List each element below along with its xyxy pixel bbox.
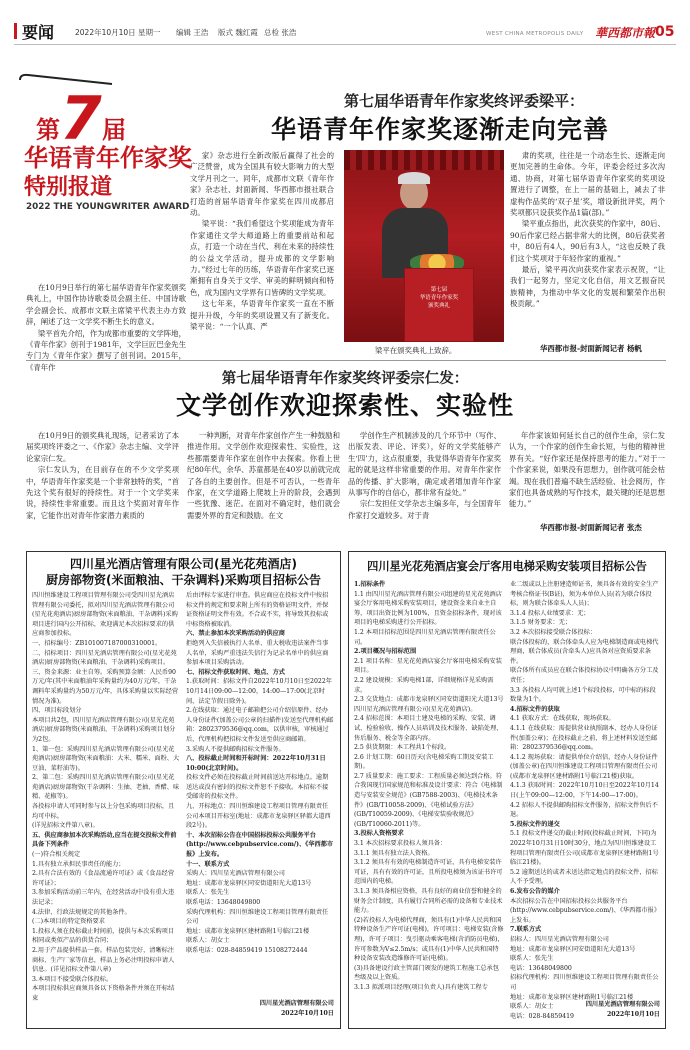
article2-col3 — [348, 430, 501, 532]
newspaper-logo: 華西都市報 — [595, 26, 656, 40]
ad-line: 1.获取时间：招标文件自2022年10月10日至2022年10月14日09:00—12:00，14:00—17:00(北京时间，法定节假日除外)。 — [186, 678, 332, 705]
ad-line: 三、资金来源：业主自筹。采购预算金额：人民币90万元/年(其中米面粮油年采购量约为40万元/年，干杂调料年采购量约为50万元/年，具体采购量以实际经营情况为准)。 — [32, 668, 179, 705]
article1-col4 — [510, 150, 665, 350]
ad-line: 招标人：四川星光酒店管理有限公司 — [510, 935, 609, 943]
ad-line: 二、招标项目：四川星光酒店管理有限公司(星光花苑酒店)厨房部物资(米面粮油、干杂调料)采购项目。 — [32, 649, 177, 667]
ad-line: 4.1.2 现场获取：请提供单位介绍信，经办人身份证件(加盖公章)在四川恒维建设工程项目管理有限责任公司(成都市龙泉驿区建材路附1号临江21楼)获取。 — [510, 753, 658, 780]
ad-line: 6.发布公告的媒介 — [510, 888, 560, 895]
ad-line: 电话：028-84859419 — [510, 1012, 574, 1020]
ad2-date: 2022年10月10日 — [606, 1011, 660, 1019]
ad-line: 联系人：张先生 — [510, 955, 554, 963]
article1-photo — [344, 150, 504, 342]
ad-line: 联系电话：13648049800 — [186, 899, 261, 906]
paragraph: 这七年来，华语青年作家奖一直在不断提升升级，今年的奖项设置又有了新变化。梁平说：“一个认真、严 — [190, 299, 334, 332]
ad-line: 4.2 招标人不提供邮购招标文件服务，招标文件售后不退。 — [510, 801, 658, 819]
header-en-name: WEST CHINA METROPOLIS DAILY — [486, 31, 584, 37]
badge-special: 特别报道 — [24, 175, 113, 200]
paragraph: 学创作生产机制涉及的几个环节中（写作、出版发表、评论、评奖），好的文学奖能够产生‘四’力，这点很重要，我觉得华语青年作家奖起的就是这样非常重要的作用。对青年作家作品的传播、扩大影响，确定或者增加青年作家从事写作的自信心，都非常有益处。” — [348, 431, 501, 498]
photo-curtain — [344, 150, 504, 170]
ad-line: 拒绝列入失信被执行人名单、重大税收违法案件当事人名单，采购严重违法失信行为记录名单中的供应商参加本项目采购活动。 — [186, 639, 329, 667]
ad-line: 3.2 本次招标接受联合体投标： — [510, 628, 597, 636]
ad-line: 联系人：胡女士 — [186, 937, 230, 945]
ad-line: 3.投标人资格要求 — [354, 830, 404, 838]
ad-line: (二)本项目的特定资格要求 — [32, 918, 105, 926]
ad-line: 联合体投标的，联合体牵头人应为电梯制造商或电梯代理商，联合体成员(含牵头人)应具备对应资质要求条件。 — [510, 638, 659, 665]
ad-line: 4.1.1 在线获取：需提供营业执照副本、经办人身份证件(加盖公章)；在投标截止之前，将上述材料发送至邮箱：2802379536@qq.com。 — [510, 724, 658, 752]
article2-headline: 文学创作欢迎探索性、实验性 — [175, 391, 514, 420]
ad-line: 八、投标截止时间和开标时间：2022年10月31日10:00(北京时间)。 — [186, 755, 326, 772]
paragraph: 在10月9日的颁奖典礼现场，记者采访了本届奖项终评委之一、《作家》杂志主编、文学评论家宗仁发。 — [26, 431, 179, 463]
ad-line: 一、招标编号：ZB10100718700031000​1。 — [32, 639, 162, 647]
paragraph: 梁平重点指出，此次获奖的作家中，80后、90后作家已经占据非常大的比例，80后获奖者中，80后有4人，90后有3人，“这也反映了我们这个奖项对于年轻作家的重视。” — [510, 219, 665, 263]
article2-subtitle: 第七届华语青年作家奖终评委宗仁发： — [221, 371, 469, 387]
ad-line: 5.投标文件的递交 — [510, 820, 560, 828]
badge-en: 2022 THE YOUNGWRITER AWARD — [26, 202, 190, 212]
article2-byline: 华西都市报-封面新闻记者 张杰 — [540, 523, 642, 532]
ad-line: 2.6 计划工期：60日历天(含电梯采购工期及安装工期)。 — [354, 753, 494, 771]
header-date: 2022年10月10日 星期一 — [75, 28, 161, 37]
ad-line: 3.1 本次招标要求投标人须具备： — [354, 840, 447, 848]
ad1-box — [26, 551, 341, 1029]
ad-line: 1.1 由四川星光酒店管理有限公司组建的星光花苑酒店宴会厅客用电梯采购安装项目，建设资金来自业主自筹，项目出资比例为100%，且资金招标条件，现对该项目的电梯采购进行公开招标。 — [354, 590, 502, 627]
ad-line: 5.1 投标文件递交的截止时间(投标截止时间，下同)为2022年10月31日10时30分，地点为四川恒维建设工程项目管理有限责任公司(成都市龙泉驿区建材路附1号临江21楼)。 — [510, 830, 659, 867]
ad-line: 3.1.4 投标人业绩要求：无； — [510, 609, 590, 617]
ad-line: 3.1.3 拟派项目经理(项目负责人)具有建筑工程专 — [354, 983, 488, 991]
photo-banner-text: 第七届 华语青年作家奖 颁奖典礼 — [419, 287, 459, 309]
ad-line: 2.7 质量要求：施工要求：工程质量必须达到合格。符合我国现行国家规范和标准及设计要求：符合《电梯制造与安装安全规范》(GB7588-2003)、《电梯技术条件》(GB/T10058-2009)、《电梯试验方法》(GB/T10059-2009)、《电梯安装验收规范》(GB/T10060-2011)等。 — [354, 772, 503, 828]
ad-line: 十、本次招标公告在中国招标投标公共服务平台(http://www.cebpubservice.com/)、《华西都市报》上发布。 — [186, 831, 334, 859]
header-designer: 版式 魏红霞 — [218, 28, 258, 37]
ad1-sign: 四川星光酒店管理有限公司 — [259, 1000, 334, 1008]
ad1-title2: 厨房部物资(米面粮油、干杂调料)采购项目招标公告 — [46, 573, 321, 587]
ad-line: (2)若投标人为电梯代理商，须具有(1)中华人民共和国特种设备生产许可证(电梯)，许可项目：电梯安装(含修理)，许可子项目：曳引驱动乘客电梯(含消防员电梯)，许可参数为V≤2.5m/s；或具有(1)中华人民共和国特种设备安装改造维修许可证(电梯)。 — [354, 916, 504, 963]
paragraph: 最后，梁平再次向获奖作家表示祝贺，“让我们一起努力，坚定文化自信，用文艺振奋民族精神，为推动中华文化的发展和繁荣作出积极贡献。” — [510, 265, 665, 309]
ad-line: 3.1.5 财务要求：无； — [510, 619, 572, 627]
ad-line: 六、禁止参加本次采购活动的供应商 — [186, 630, 285, 638]
ad-line: 2.1 项目名称：星光花苑酒店宴会厅客用电梯采购安装项目。 — [354, 657, 502, 675]
ad-line: 本项目投标供应商须具备以下资格条件并须在开标结束 — [32, 985, 175, 1002]
ad-line: 1.具有独立承担民事责任的能力； — [32, 860, 125, 868]
ad-line: 地址：成都市龙泉驿区建材路附1号临江21楼 — [186, 927, 310, 935]
paragraph: 肃的奖项，往往是一个动态生长、逐渐走向更加完善的生命体。今年，评委会经过多次沟通、协商，对第七届华语青年作家奖的奖项设置进行了调整，在上一届的基础上，减去了非虚构作品奖的‘双子星’奖，增设新批评奖，两个奖项都只设获奖作品1篇(部)。” — [510, 151, 665, 218]
article1-caption: 梁平在颁奖典礼上致辞。 — [375, 346, 457, 355]
ad-line: 2.5 供货期限：本工程共1个标段。 — [354, 744, 451, 752]
ad-line: 1.招标条件 — [354, 581, 386, 588]
section-divider — [26, 360, 666, 361]
ad-line: 各投标申请人可同时参与以上分包采购项目投标，且均可中标。 — [32, 803, 175, 820]
ad-line: 电话：13648049800 — [510, 964, 572, 972]
ad-line: 联系人：胡女士 — [510, 1003, 554, 1011]
badge-di: 第 — [36, 116, 60, 144]
ad-line: 4.1 获取方式：在线获取，现场获取。 — [510, 715, 615, 723]
header-editor: 编辑 王浩 — [176, 28, 209, 37]
ad-line: 后由评标专家进行审查。供应商应在投标文件中按招标文件的规定和要求附上所有的资格证明文件，并保证资格证明文件有效。不合或不实，将导致其投标或中标资格被取消。 — [186, 592, 329, 628]
ad-line: (一)符合相关规定 — [32, 851, 81, 859]
ad-line: 4.法律、行政法规规定的其他条件。 — [32, 908, 131, 916]
ad-line: 招标代理机构：四川恒维建设工程项目管理有限责任公司 — [510, 974, 659, 991]
ad-line: 3.参加采购活动前三年内，在经营活动中没有重大违法记录； — [32, 889, 175, 906]
paragraph: 梁平首先介绍，作为成都市重要的文学阵地，《青年作家》创刊于1981年，文学巨匠巴金先生专门为《青年作家》撰写了创刊词。2015年，《青年作 — [26, 328, 186, 372]
ad2-colB — [510, 580, 660, 1020]
ad-line: 本次招标公告在中国招标投标公共服务平台(http://www.cebpubservice.com/)、《华西都市报》上发布。 — [510, 897, 657, 924]
ad-line: 业二级或以上注册建造师证书，须具备有效的安全生产考核合格证书(B证)，须为本单位人员(若为联合体投标，则为联合体牵头人人员)； — [510, 581, 659, 608]
ad-line: 1.2 本项目招标范围是四川星光酒店管理有限责任公司。 — [354, 628, 496, 646]
article2-col4 — [509, 430, 665, 522]
paragraph: 年作家该如何延长自己的创作生命，宗仁发认为，一个作家的创作生命长短，与他的精神世界有关。“好作家还是保持思考的能力。”对于一个作家来说，如果没有思想力，创作就可能会枯竭。现在我们普遍不缺生活经验、社会阅历，作家们也具备成熟的写作技术，最关键的还是思想能力。” — [509, 431, 665, 509]
badge-jie: 届 — [102, 116, 126, 144]
page-header — [0, 0, 690, 50]
badge-number: 7 — [60, 84, 102, 154]
ad-line: 2.具有合法有效的《食品流通许可证》或《食品经营许可证》； — [32, 870, 175, 887]
ad-line: 四川恒维建设工程项目管理有限公司受四川星光酒店管理有限公司委托，拟对四川星光酒店管理有限公司(星光花苑酒店)厨房部物资(米面粮油、干杂调料)采购项目进行国内公开招标，欢迎满足本次招标要求的供应商参加投标。 — [32, 592, 178, 638]
ad-line: 七、招标文件获取时间、地点、方式 — [186, 668, 285, 676]
ad1-date: 2022年10月10日 — [280, 1010, 334, 1018]
section-marker — [14, 23, 17, 39]
article1-headline: 华语青年作家奖逐渐走向完善 — [270, 115, 609, 144]
ad-line: 地址：成都市龙泉驿区同安街道阳光大道13号 — [186, 879, 312, 887]
ad-line: 1、第一包：采购四川星光酒店管理有限公司(星光花苑酒店)厨房部物资(米面粮油：大米、糯米、面粉、大豆油、菜籽油等)。 — [32, 745, 180, 772]
article2-col2 — [187, 430, 340, 532]
ad1-colA — [32, 591, 180, 1019]
ad-line: 2.3 交货地点：成都市龙泉驿区同安街道阳光大道13号四川星光酒店管理有限公司(星光花苑酒店)。 — [354, 696, 504, 713]
ad-line: 五、供应商参加本次采购活动,应当在提交投标文件前具备下列条件 — [32, 831, 177, 849]
ad-line: 2.4 招标范围：本项目土建及电梯的采购、安装、调试、检验验收、操作人员培训及技术服务、缺陷处理、售后服务、税金等全部内容。 — [354, 715, 503, 742]
page-number: 05 — [655, 24, 675, 40]
ad-line: 采购人：四川星光酒店管理有限公司 — [186, 870, 285, 878]
ad-line: 地址：成都市龙泉驿区同安街道阳光大道13号 — [510, 945, 636, 953]
ad-line: 2.用于产品提供样品一套。样品包装完好，清晰标注商标、生产厂家等信息，样品上务必注明投标申请人信息。(详见招标文件第八章) — [32, 946, 175, 974]
paragraph: 宗仁发认为，在目前存在的不少文学奖项中，华语青年作家奖是一个非常独特的奖，“首先这个奖有很好的持续性。对于一个文学奖来说，持续性非常重要。而且这个奖面对青年作家，它能作出对青年作家潜力素质的 — [26, 465, 179, 520]
ad-line: 1.投标人须在投标截止时间前，提供与本次采购项目相同或类似产品的供货合同； — [32, 927, 175, 945]
ad-line: 2.在线获取：通过电子邮箱把公司介绍信原件、经办人身份证件(加盖公司公章的扫描件)发送至代理机构邮箱：2802379536@qq.com，以供审核，审核通过后，代理机构把招标文件发送至供应商邮箱。 — [186, 707, 334, 743]
photo-person-hair — [398, 172, 430, 184]
paragraph: 一种判断，对青年作家创作产生一种鼓励和推进作用。文学创作欢迎探索性、实验性，这些都需要青年作家在创作中去探索。你看上世纪80年代，余华、苏童都是在40岁以前就完成了各自的主要创作。但是不可否认，一些青年作家，在文学道路上爬坡上升的阶段，会遇到一些犹豫、迷茫。在面对不确定时，他们就会需要外界的肯定和鼓励。在文 — [187, 431, 340, 520]
article1-subtitle: 第七届华语青年作家奖终评委梁平： — [343, 92, 584, 110]
ad2-sign: 四川星光酒店管理有限公司 — [585, 1001, 660, 1009]
ad2-title: 四川星光花苑酒店宴会厅客用电梯采购安装项目招标公告 — [367, 560, 647, 573]
badge-title: 华语青年作家奖 — [24, 144, 192, 172]
ad-line: 4.1.3 获取时间：2022年10月10日至2022年10月14日(上午09:00—12:00，下午14:00—17:00)。 — [510, 782, 659, 800]
ad-line: 2、第二包：采购四川星光酒店管理有限公司(星光花苑酒店)厨房部物资(干杂调料：生抽、老抽、香醋、味精、花椒等)。 — [32, 774, 180, 801]
ad-line: 3.1.3 须具备相应资格，具有良好的商业信誉和健全的财务会计制度，具有履行合同所必需的设备和专业技术能力。 — [354, 888, 503, 915]
ad-line: 采购代理机构：四川恒维建设工程项目管理有限责任公司 — [186, 908, 329, 926]
ad-line: 九、开标地点：四川恒维建设工程项目管理有限责任公司本项目开标室(地址：成都市龙泉驿区驿都大道西段2号)。 — [186, 803, 331, 830]
header-proof: 总检 张浩 — [264, 28, 297, 37]
ad-line: 2.项目概况与招标范围 — [354, 648, 417, 656]
ad-line: 5.2 逾期送达的或者未送达指定地点的投标文件，招标人不予受理。 — [510, 868, 658, 886]
ad1-title1: 四川星光酒店管理有限公司(星光花苑酒店) — [70, 557, 297, 571]
ad2-colA — [354, 580, 504, 1020]
paragraph: 梁平说：“我们希望这个奖项能成为青年作家通往文学大师道路上的重要前站和起点，打造一个动在当代、利在未来的持续性的公益文学活动，提升成都的文学影响力。”经过七年的历练，华语青年作家奖已逐渐拥有自身关于文学、审美的鲜明倾向和特色，成为国内文学界有口皆碑的文学奖项。 — [190, 219, 334, 297]
ad-line: (详见招标文件第八章)。 — [32, 822, 99, 830]
section-label: 要闻 — [22, 23, 55, 42]
ad-line: 联系人：张先生 — [186, 889, 230, 897]
ad-line: 本项目共2包，四川星光酒店管理有限公司(星光花苑酒店)厨房部物资(米面粮油、干杂调料)采购项目划分为2包。 — [32, 716, 176, 743]
ad-line: 十一、联系方式 — [186, 860, 230, 868]
article1-col2 — [190, 150, 334, 365]
article1-byline: 华西都市报-封面新闻记者 杨帆 — [540, 344, 642, 353]
ad-line: 7.联系方式 — [510, 926, 542, 934]
ad-line: 投标文件必须在投标截止时间前送达开标地点。逾期送达或没有密封的投标文件恕不予接收。本招标不接受邮寄的投标文件。 — [186, 774, 329, 801]
ad-line: 2.2 建设规模：采购电梯1部，详细规格详见采购需求。 — [354, 676, 494, 694]
ad-line: (3)具备建设行政主管部门颁发的建筑工程施工总承包叁级及以上资质。 — [354, 964, 499, 982]
ad2-box — [348, 551, 666, 1029]
header-rule — [14, 44, 676, 45]
ad-line: 联系电话：028-84859419 15108272444 — [186, 946, 308, 954]
paragraph: 在10月9日举行的第七届华语青年作家奖颁奖典礼上，中国作协诗歌委员会副主任、中国诗歌学会副会长、成都市文联主席梁平代表主办方致辞，阐述了这一文学奖不断生长的意义。 — [26, 283, 186, 327]
paragraph: 宗仁发担任文学杂志主编多年，与全国青年作家打交道较多。对于青 — [348, 499, 501, 520]
ad-line: 联合体所有成员应在联合体投标协议中明确各方分工及责任； — [510, 667, 659, 684]
ad-line: 地址：成都市龙泉驿区建材路附1号临江21楼 — [510, 993, 634, 1001]
ad1-colB — [186, 591, 334, 1019]
article2-col1 — [26, 430, 179, 532]
ad-line: 3.本项目不接受联合体投标。 — [32, 975, 113, 983]
ad-line: 3.1.2 须具有有效的电梯制造许可证，具有电梯安装许可证，具有有效的许可证，且所投电梯须为该证书许可范围内的电梯。 — [354, 859, 503, 886]
ad-line: 3.1.1 须具有独立法人资格。 — [354, 849, 434, 857]
ad-line: 3.3 各投标人均可就上述1个标段投标，可中标的标段数量为1个。 — [510, 686, 656, 704]
article1-col1 — [26, 282, 186, 372]
ad-line: 3.采购人不提供邮购招标文件服务。 — [186, 745, 285, 753]
ad-line: 四、项目标段划分 — [32, 707, 82, 715]
ad-line: 4.招标文件的获取 — [510, 705, 560, 713]
paragraph: 家》杂志进行全新改版后赢得了社会的广泛赞誉，成为全国具有较大影响力的大型文学月刊之一。同年，成都市文联《青年作家》杂志社、封面新闻、华西都市报社联合打造的首届华语青年作家奖在四川成都启动。 — [190, 151, 334, 218]
